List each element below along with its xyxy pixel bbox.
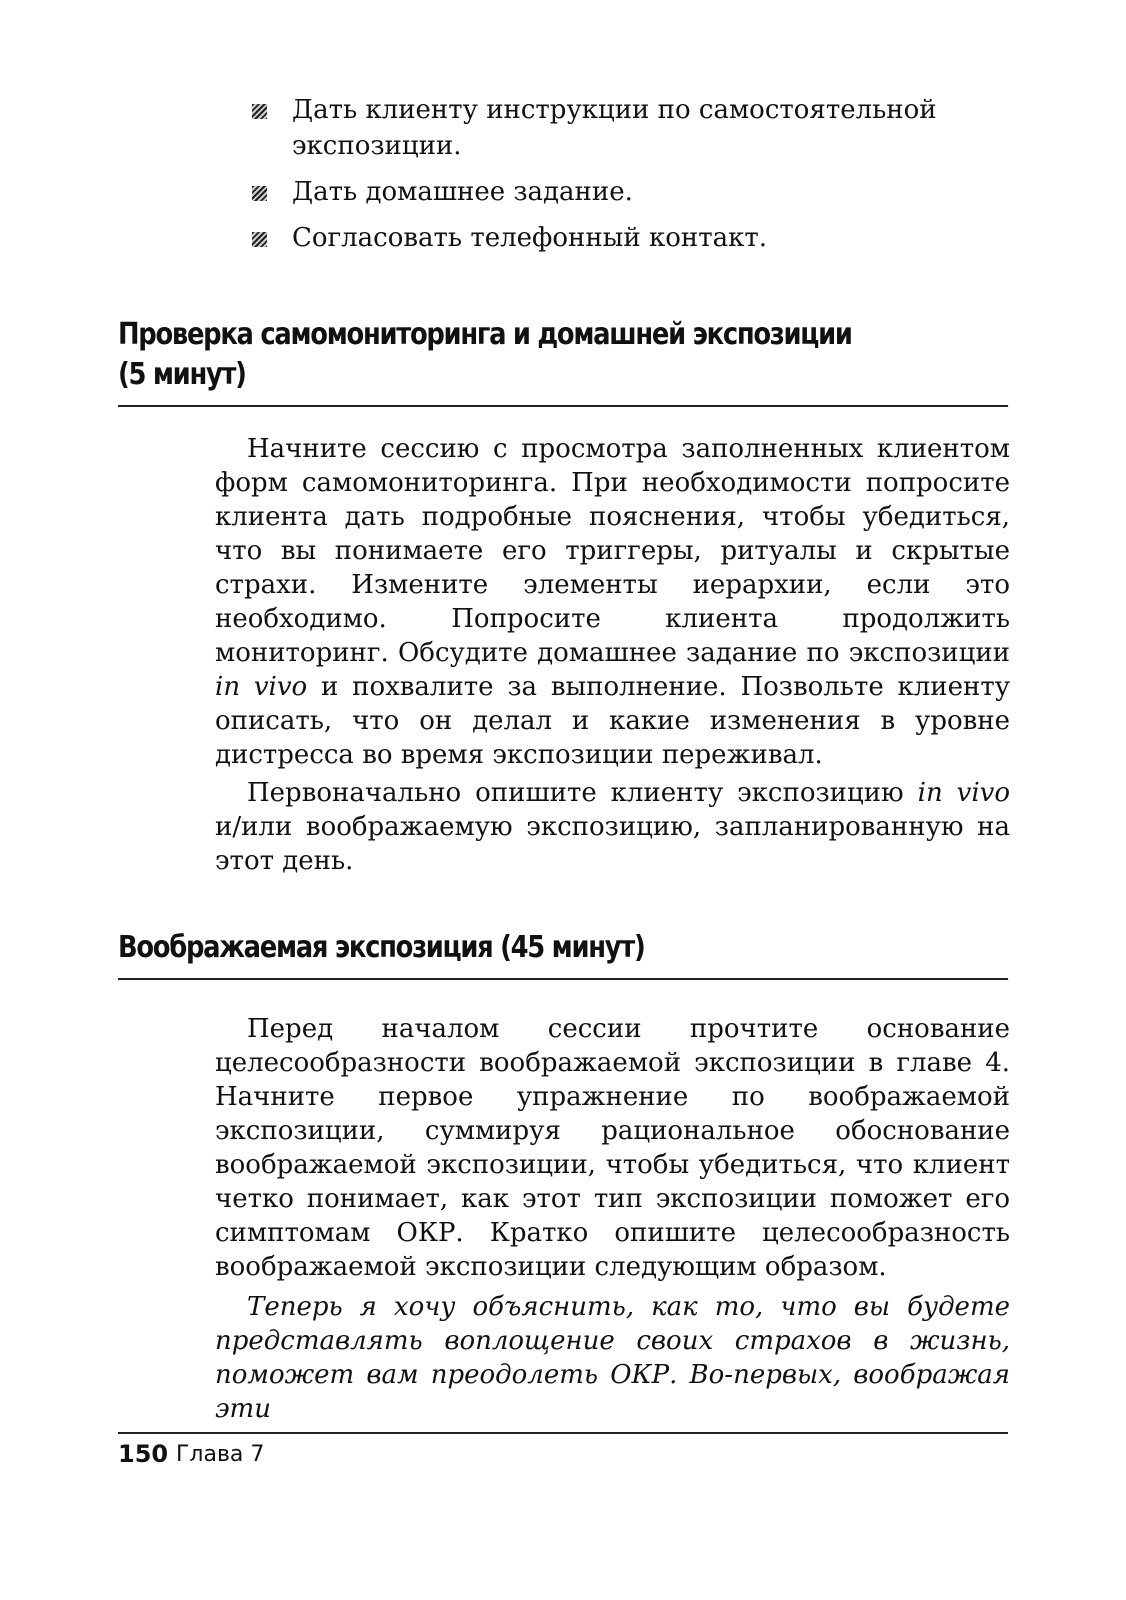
bullet-text: Дать домашнее задание. — [292, 177, 633, 207]
italic-term: in vivo — [917, 778, 1011, 808]
paragraph-text: и/или воображаемую экспозицию, запланированную на этот день. — [215, 812, 1010, 876]
square-bullet-icon — [252, 186, 267, 201]
bullet-text: Дать клиенту инструкции по самостоятельной экспозиции. — [292, 95, 937, 161]
list-item — [252, 220, 1012, 256]
paragraph-text: и похвалите за выполнение. Позвольте клиенту описать, что он делал и какие изменения в уровне дистресса во время экспозиции переживал. — [215, 672, 1011, 770]
chapter-label: Глава 7 — [176, 1442, 265, 1467]
bullet-list — [252, 92, 1012, 266]
page-number: 150 — [118, 1440, 169, 1468]
section-heading-imaginal-exposure: Воображаемая экспозиция (45 минут) — [118, 928, 1008, 980]
footer-divider — [118, 1432, 1008, 1434]
heading-line: Проверка самомониторинга и домашней экспозиции — [118, 317, 852, 352]
italic-term: in vivo — [215, 672, 308, 702]
square-bullet-icon — [252, 104, 267, 119]
quote-paragraph: Теперь я хочу объяснить, как то, что вы будете представлять воплощение своих страхов в жизнь, поможет вам преодолеть ОКР. Во-первых, воображая эти — [215, 1292, 1010, 1424]
square-bullet-icon — [252, 232, 267, 247]
heading-line: (5 минут) — [118, 357, 246, 392]
paragraph — [215, 776, 1010, 878]
paragraph: Перед началом сессии прочтите основание целесообразности воображаемой экспозиции в главе 4. Начните первое упражнение по воображаемой экспозиции, суммируя рациональное обоснование воображаемой экспозиции, чтобы убедиться, что клиент четко понимает, как этот тип экспозиции поможет его симптомам ОКР. Кратко опишите целесообразность воображаемой экспозиции следующим образом. — [215, 1014, 1010, 1282]
list-item — [252, 174, 1012, 210]
paragraph-text: Первоначально опишите клиенту экспозицию — [247, 778, 918, 808]
paragraph-text: Начните сессию с просмотра заполненных клиентом форм самомониторинга. При необходимости попросите клиента дать подробные пояснения, чтобы убедиться, что вы понимаете его триггеры, ритуалы и скрытые страхи. Измените элементы иерархии, если это необходимо. Попросите клиента продолжить мониторинг. Обсудите домашнее задание по экспозиции — [215, 434, 1010, 668]
list-item — [252, 92, 1012, 164]
bullet-text: Согласовать телефонный контакт. — [292, 223, 767, 253]
paragraph — [215, 432, 1010, 772]
section-heading-self-monitoring — [118, 315, 1008, 407]
